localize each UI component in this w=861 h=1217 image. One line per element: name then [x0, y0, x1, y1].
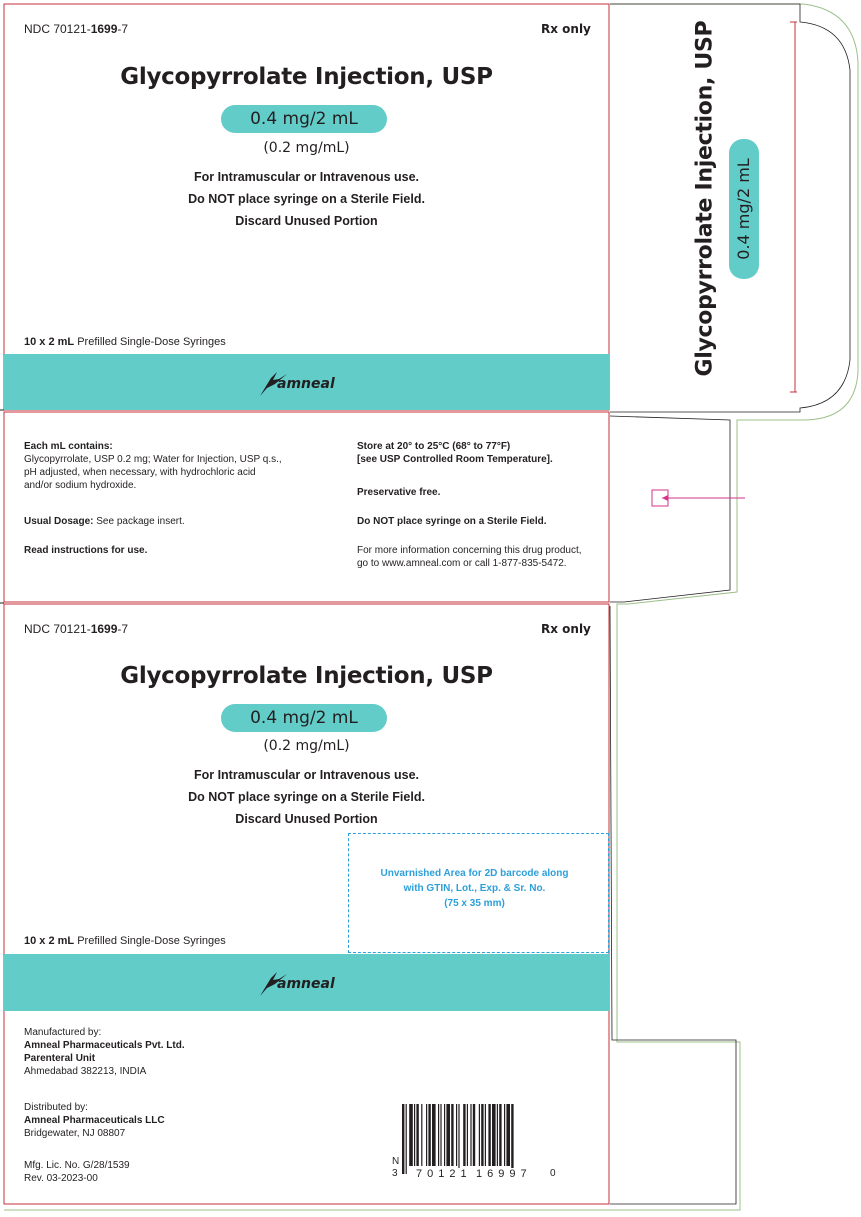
- usual-dosage: [24, 515, 185, 528]
- barcode-digits-left: 70121: [416, 1168, 472, 1180]
- barcode-bar: [497, 1104, 498, 1166]
- barcode-bar: [426, 1104, 427, 1166]
- manufacturer-block: [24, 1026, 324, 1078]
- barcode-bar: [499, 1104, 501, 1166]
- barcode-bar: [456, 1104, 457, 1166]
- manufactured-by-label: Manufactured by:: [24, 1027, 102, 1038]
- preservative-free: Preservative free.: [357, 487, 441, 498]
- composition-block: [24, 440, 324, 492]
- discard-instruction-back: Discard Unused Portion: [235, 812, 378, 826]
- route-instruction: For Intramuscular or Intravenous use.: [193, 170, 420, 184]
- brand-name: amneal: [277, 976, 335, 992]
- sterile-field-warning: Do NOT place syringe on a Sterile Field.: [188, 192, 425, 206]
- barcode-bar: [446, 1104, 450, 1166]
- usual-dosage-label: Usual Dosage:: [24, 516, 94, 527]
- barcode-bar: [470, 1104, 471, 1166]
- read-instructions: Read instructions for use.: [24, 545, 148, 556]
- ndc-suffix: -7: [117, 622, 129, 636]
- barcode-bar: [406, 1104, 407, 1174]
- quantity-text: Prefilled Single-Dose Syringes: [74, 935, 226, 947]
- barcode-note-line: with GTIN, Lot., Exp. & Sr. No.: [403, 883, 546, 894]
- barcode-bar: [479, 1104, 480, 1166]
- barcode-bar: [467, 1104, 468, 1166]
- barcode-bar: [451, 1104, 453, 1166]
- barcode-bar: [492, 1104, 496, 1166]
- manufacturer-city: Ahmedabad 382213, INDIA: [24, 1066, 147, 1077]
- barcode-bar: [458, 1104, 459, 1174]
- ndc-number-back: [24, 622, 128, 636]
- sterile-field-note: Do NOT place syringe on a Sterile Field.: [357, 516, 547, 527]
- barcode-bar: [409, 1104, 413, 1166]
- barcode-bar: [488, 1104, 490, 1166]
- quantity-text: Prefilled Single-Dose Syringes: [74, 336, 226, 348]
- product-title-back: Glycopyrrolate Injection, USP: [120, 663, 493, 689]
- manufacturer-name: Amneal Pharmaceuticals Pvt. Ltd.: [24, 1040, 185, 1051]
- composition-heading: Each mL contains:: [24, 441, 113, 452]
- side-strength-pill: 0.4 mg/2 mL: [729, 139, 759, 279]
- quantity-bold: 10 x 2 mL: [24, 336, 75, 348]
- ndc-number: [24, 22, 128, 36]
- composition-line: Glycopyrrolate, USP 0.2 mg; Water for Injection, USP q.s.,: [24, 454, 282, 465]
- concentration-back: (0.2 mg/mL): [263, 738, 350, 754]
- barcode-check-digit: 0: [550, 1168, 556, 1179]
- quantity-bold: 10 x 2 mL: [24, 935, 75, 947]
- ndc-prefix: NDC 70121-: [24, 22, 91, 36]
- barcode-bar: [440, 1104, 441, 1166]
- distributor-name: Amneal Pharmaceuticals LLC: [24, 1115, 165, 1126]
- usual-dosage-text: See package insert.: [93, 516, 185, 527]
- brand-name: amneal: [277, 376, 335, 392]
- barcode-n: N: [392, 1156, 400, 1167]
- license-block: [24, 1159, 324, 1185]
- barcode-note-line: (75 x 35 mm): [444, 898, 505, 909]
- sterile-field-warning-back: Do NOT place syringe on a Sterile Field.: [188, 790, 425, 804]
- ndc-product-code: 1699: [90, 22, 118, 36]
- barcode-bar: [444, 1104, 445, 1166]
- more-info-line: For more information concerning this drug product,: [357, 545, 582, 556]
- distributor-city: Bridgewater, NJ 08807: [24, 1128, 126, 1139]
- strength-pill-back: 0.4 mg/2 mL: [221, 704, 387, 732]
- ndc-suffix: -7: [117, 22, 129, 36]
- distributed-by-label: Distributed by:: [24, 1102, 88, 1113]
- barcode-bar: [432, 1104, 436, 1166]
- manufacturer-unit: Parenteral Unit: [24, 1053, 96, 1064]
- route-instruction-back: For Intramuscular or Intravenous use.: [193, 768, 420, 782]
- quantity-description: [24, 336, 226, 348]
- barcode-bar: [511, 1104, 513, 1174]
- barcode-bar: [438, 1104, 439, 1166]
- side-panel: [610, 4, 790, 410]
- storage-line: Store at 20° to 25°C (68° to 77°F): [357, 441, 511, 452]
- barcode-bar: [504, 1104, 505, 1166]
- barcode-digits-right: 16997: [476, 1168, 532, 1180]
- upc-barcode: [392, 1104, 562, 1188]
- barcode-bar: [416, 1104, 418, 1166]
- barcode-lead-digit: 3: [392, 1168, 398, 1179]
- barcode-bar: [481, 1104, 483, 1166]
- barcode-bar: [428, 1104, 430, 1166]
- barcode-bar: [463, 1104, 465, 1166]
- barcode-bar: [485, 1104, 486, 1166]
- side-product-title: Glycopyrrolate Injection, USP: [692, 20, 718, 377]
- barcode-bar: [506, 1104, 510, 1166]
- strength-pill: 0.4 mg/2 mL: [221, 105, 387, 133]
- barcode-bar: [402, 1104, 404, 1174]
- more-info-block: [357, 544, 607, 570]
- ndc-product-code: 1699: [90, 622, 118, 636]
- storage-line: [see USP Controlled Room Temperature].: [357, 454, 553, 465]
- mfg-license: Mfg. Lic. No. G/28/1539: [24, 1160, 130, 1171]
- quantity-description-back: [24, 935, 226, 947]
- barcode-bars: [402, 1104, 547, 1174]
- distributor-block: [24, 1101, 324, 1140]
- discard-instruction: Discard Unused Portion: [235, 214, 378, 228]
- rx-only: Rx only: [541, 22, 591, 36]
- composition-line: and/or sodium hydroxide.: [24, 480, 137, 491]
- barcode-note-line: Unvarnished Area for 2D barcode along: [380, 868, 569, 879]
- barcode-area-note: [348, 866, 601, 911]
- concentration: (0.2 mg/mL): [263, 140, 350, 156]
- revision: Rev. 03-2023-00: [24, 1173, 98, 1184]
- barcode-bar: [473, 1104, 475, 1166]
- ndc-prefix: NDC 70121-: [24, 622, 91, 636]
- barcode-bar: [421, 1104, 422, 1166]
- rx-only-back: Rx only: [541, 622, 591, 636]
- composition-line: pH adjusted, when necessary, with hydrochloric acid: [24, 467, 256, 478]
- barcode-bar: [414, 1104, 415, 1166]
- product-title: Glycopyrrolate Injection, USP: [120, 64, 493, 90]
- storage-block: [357, 440, 607, 466]
- more-info-line: go to www.amneal.com or call 1-877-835-5472.: [357, 558, 567, 569]
